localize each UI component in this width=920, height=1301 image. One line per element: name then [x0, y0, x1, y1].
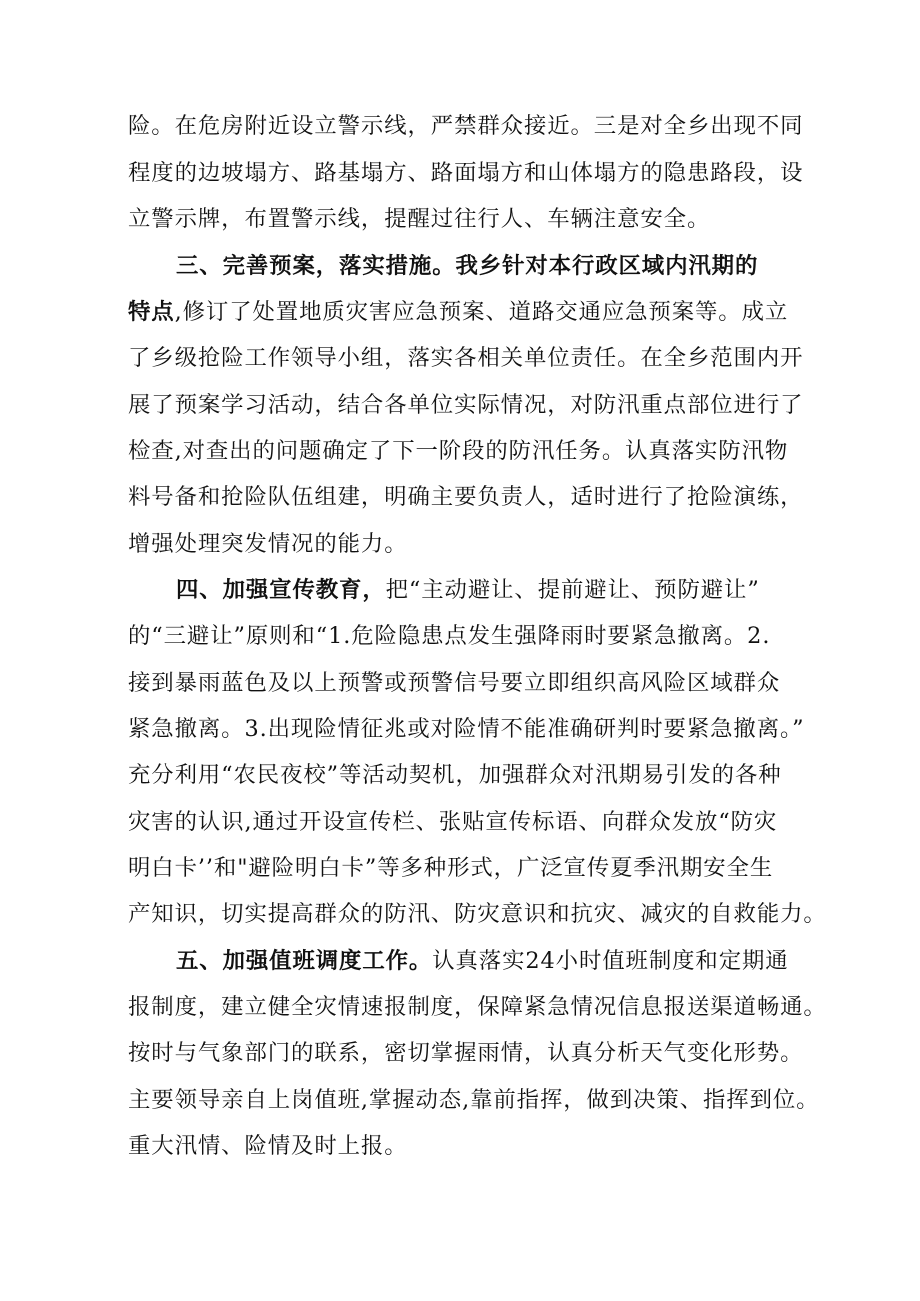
text-line	[128, 297, 788, 327]
text-line: 的“三避让”原则和“1.危险隐患点发生强降雨时要紧急撤离。2.	[128, 623, 771, 649]
text-line: 主要领导亲自上岗值班,掌握动态,靠前指挥，做到决策、指挥到位。	[128, 1087, 820, 1113]
section-three-first-line	[176, 251, 758, 281]
text-line: 接到暴雨蓝色及以上预警或预警信号要立即组织高风险区域群众	[128, 670, 781, 696]
section-five-first-text: 认真落实24小时值班制度和定期通	[432, 948, 789, 974]
text-line: 重大汛情、险情及时上报。	[128, 1133, 408, 1159]
section-five-first-line	[176, 946, 789, 976]
text-line: 充分利用“农民夜校”等活动契机，加强群众对汛期易引发的各种	[128, 762, 782, 788]
text-line: 险。在危房附近设立警示线，严禁群众接近。三是对全乡出现不同	[128, 113, 804, 139]
text-line: 明白卡’’和"避险明白卡”等多种形式，广泛宣传夏季汛期安全生	[128, 855, 774, 881]
text-line: 检查,对查出的问题确定了下一阶段的防汛任务。认真落实防汛物	[128, 438, 789, 464]
section-four-heading: 四、加强宣传教育，	[176, 577, 386, 603]
section-four-first-line	[176, 575, 760, 605]
section-five-heading: 五、加强值班调度工作。	[176, 948, 433, 974]
text-line: 按时与气象部门的联系，密切掌握雨情，认真分析天气变化形势。	[128, 1040, 804, 1066]
section-three-first-text: ,修订了处置地质灾害应急预案、道路交通应急预案等。成立	[174, 299, 789, 325]
text-line: 料号备和抢险队伍组建，明确主要负责人，适时进行了抢险演练，	[128, 484, 804, 510]
text-line: 增强处理突发情况的能力。	[128, 531, 408, 557]
text-line: 产知识，切实提高群众的防汛、防灾意识和抗灾、减灾的自救能力。	[128, 901, 827, 927]
section-four-first-text: 把“主动避让、提前避让、预防避让”	[385, 577, 760, 603]
text-line: 立警示牌，布置警示线，提醒过往行人、车辆注意安全。	[128, 206, 711, 232]
section-three-heading-continued: 特点	[128, 299, 175, 325]
section-three-heading: 三、完善预案，落实措施。我乡针对本行政区域内汛期的	[176, 253, 759, 279]
text-line: 灾害的认识,通过开设宣传栏、张贴宣传标语、向群众发放“防灾	[128, 809, 778, 835]
text-line: 程度的边坡塌方、路基塌方、路面塌方和山体塌方的隐患路段，设	[128, 160, 804, 186]
text-line: 报制度，建立健全灾情速报制度，保障紧急情况信息报送渠道畅通。	[128, 994, 827, 1020]
text-line: 展了预案学习活动，结合各单位实际情况，对防汛重点部位进行了	[128, 392, 804, 418]
text-line: 紧急撤离。3.出现险情征兆或对险情不能准确研判时要紧急撤离。”	[128, 716, 805, 742]
text-line: 了乡级抢险工作领导小组，落实各相关单位责任。在全乡范围内开	[128, 345, 804, 371]
